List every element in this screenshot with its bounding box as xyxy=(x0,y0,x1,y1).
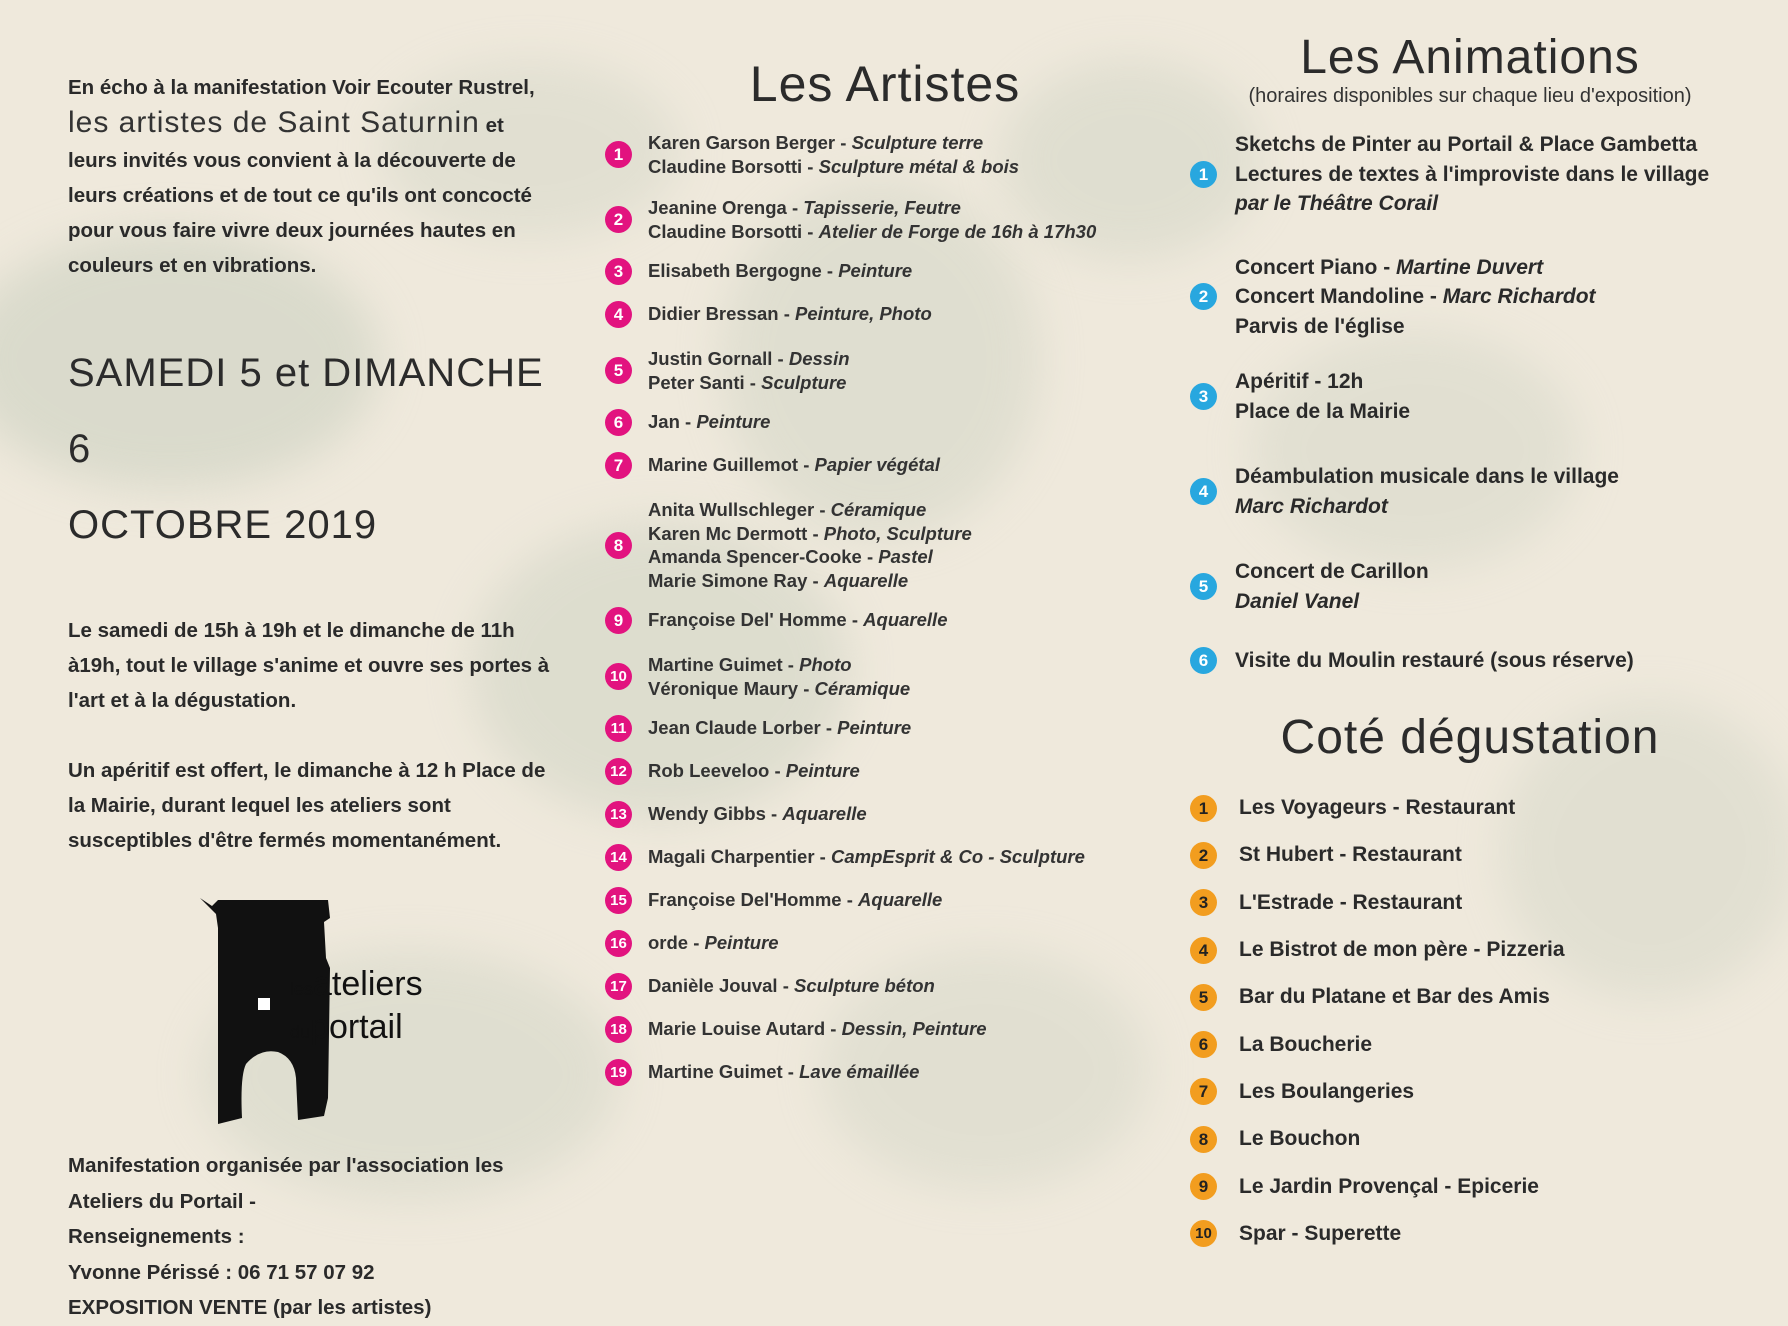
artist-discipline: Peinture xyxy=(838,260,913,282)
animation-item xyxy=(1190,462,1750,521)
artist-name: Peter Santi xyxy=(648,371,745,393)
artist-discipline: Sculpture xyxy=(761,371,847,393)
number-badge: 15 xyxy=(605,887,632,914)
number-badge: 1 xyxy=(1190,161,1217,188)
separator: - xyxy=(798,454,815,476)
degustation-item xyxy=(1190,832,1750,879)
artist-discipline: Aquarelle xyxy=(782,803,867,825)
artist-line xyxy=(648,759,860,783)
separator: - xyxy=(807,569,824,591)
number-badge: 5 xyxy=(1190,573,1217,600)
artist-name: orde xyxy=(648,932,689,954)
animation-lines xyxy=(1235,462,1619,521)
artist-lines xyxy=(648,716,911,740)
degustation-item xyxy=(1190,1163,1750,1210)
degustation-label: St Hubert - Restaurant xyxy=(1239,843,1462,867)
artist-line xyxy=(648,569,972,593)
right-column xyxy=(1190,30,1750,1257)
artist-name: Claudine Borsotti xyxy=(648,155,803,177)
artist-line xyxy=(648,453,940,477)
animation-item xyxy=(1190,646,1750,676)
animations-list xyxy=(1190,130,1750,676)
artist-discipline: Sculpture béton xyxy=(794,975,935,997)
separator: - xyxy=(769,760,786,782)
artist-line xyxy=(648,677,910,701)
number-badge: 17 xyxy=(605,973,632,1000)
number-badge: 7 xyxy=(1190,1078,1217,1105)
artist-lines xyxy=(648,347,850,394)
event-date xyxy=(68,335,568,563)
artist-discipline: Céramique xyxy=(814,677,911,699)
degustation-label: La Boucherie xyxy=(1239,1032,1373,1056)
degustation-label: Le Jardin Provençal - Epicerie xyxy=(1239,1174,1539,1198)
animation-text: Déambulation musicale dans le village xyxy=(1235,465,1619,488)
animation-line xyxy=(1235,397,1410,427)
number-badge: 4 xyxy=(1190,937,1217,964)
number-badge: 10 xyxy=(605,663,632,690)
artist-name: Anita Wullschleger xyxy=(648,499,815,520)
artist-discipline: Aquarelle xyxy=(823,569,909,591)
artist-discipline: Aquarelle xyxy=(863,609,948,631)
animation-line xyxy=(1235,557,1429,587)
separator: - xyxy=(802,155,819,177)
artist-lines xyxy=(648,931,779,955)
degustation-item xyxy=(1190,1068,1750,1115)
separator: - xyxy=(679,411,697,433)
animation-line xyxy=(1235,587,1429,617)
artist-name: Martine Guimet xyxy=(648,654,783,675)
artist-item xyxy=(605,347,1145,394)
separator: - xyxy=(782,1061,800,1083)
degustation-item xyxy=(1190,879,1750,926)
artist-discipline: Peinture xyxy=(837,717,912,739)
artist-lines xyxy=(648,1017,987,1041)
degustation-item xyxy=(1190,1116,1750,1163)
animation-line xyxy=(1235,282,1596,312)
artist-line xyxy=(648,131,1019,155)
animation-line xyxy=(1235,646,1634,676)
artist-item xyxy=(605,799,1145,829)
artist-discipline: Peinture xyxy=(785,760,860,782)
animation-lines xyxy=(1235,253,1596,342)
degustation-label: Le Bistrot de mon père - Pizzeria xyxy=(1239,938,1565,962)
artist-name: Magali Charpentier xyxy=(648,846,815,868)
number-badge: 11 xyxy=(605,715,632,742)
number-badge: 6 xyxy=(1190,1031,1217,1058)
artists-column xyxy=(605,55,1145,1087)
artist-line xyxy=(648,1060,919,1084)
artist-name: Jeanine Orenga xyxy=(648,197,787,218)
degustation-item xyxy=(1190,974,1750,1021)
animation-lines xyxy=(1235,646,1634,676)
animation-line xyxy=(1235,130,1709,160)
separator: - xyxy=(821,260,839,282)
degustation-title: Coté dégustation xyxy=(1280,710,1660,764)
artist-name: Martine Guimet xyxy=(648,1061,783,1083)
number-badge: 8 xyxy=(1190,1126,1217,1153)
artist-discipline: Tapisserie, Feutre xyxy=(803,197,961,218)
number-badge: 14 xyxy=(605,844,632,871)
artist-line xyxy=(648,716,911,740)
animations-subtitle: (horaires disponibles sur chaque lieu d'exposition) xyxy=(1248,85,1692,107)
artist-lines xyxy=(648,608,947,632)
animation-line xyxy=(1235,189,1709,219)
artist-item xyxy=(605,196,1145,243)
separator: - xyxy=(777,975,795,997)
animation-lines xyxy=(1235,130,1709,219)
artist-lines xyxy=(648,974,935,998)
animation-line xyxy=(1235,312,1596,342)
separator: - xyxy=(765,803,783,825)
artist-line xyxy=(648,302,932,326)
artist-item xyxy=(605,971,1145,1001)
artist-discipline: Photo xyxy=(799,654,852,675)
animation-text: Place de la Mairie xyxy=(1235,399,1411,423)
degustation-label: Spar - Superette xyxy=(1239,1221,1402,1245)
animation-text: Concert Mandoline xyxy=(1235,285,1425,308)
artist-item xyxy=(605,131,1145,178)
artist-item xyxy=(605,256,1145,286)
animation-performer: par le Théâtre Corail xyxy=(1235,192,1439,215)
aperitif-paragraph: Un apéritif est offert, le dimanche à 12 h Place de la Mairie, durant lequel les ateliers sont susceptibles d'être fermés momentanément. xyxy=(68,759,546,852)
artist-line xyxy=(648,931,779,955)
separator: - xyxy=(772,348,789,369)
separator: - xyxy=(820,717,838,739)
number-badge: 6 xyxy=(1190,647,1217,674)
number-badge: 1 xyxy=(605,141,632,168)
artist-discipline: Atelier de Forge de 16h à 17h30 xyxy=(818,220,1097,242)
number-badge: 18 xyxy=(605,1016,632,1043)
number-badge: 16 xyxy=(605,930,632,957)
artist-line xyxy=(648,974,935,998)
intro-line1: En écho à la manifestation Voir Ecouter Rustrel, xyxy=(68,76,535,99)
artist-item xyxy=(605,498,1145,592)
date-line2: OCTOBRE 2019 xyxy=(68,503,378,547)
artist-discipline: Sculpture métal & bois xyxy=(818,155,1020,177)
degustation-label: Le Bouchon xyxy=(1239,1127,1361,1151)
artist-line xyxy=(648,259,912,283)
artists-title: Les Artistes xyxy=(749,56,1021,112)
separator: - xyxy=(1424,285,1443,308)
logo-wordmark: lesateliers duportail xyxy=(290,965,423,1046)
degustation-label: Les Boulangeries xyxy=(1239,1079,1415,1103)
artist-lines xyxy=(648,1060,919,1084)
artist-line xyxy=(648,522,972,546)
number-badge: 7 xyxy=(605,452,632,479)
artist-line xyxy=(648,220,1096,244)
artist-item xyxy=(605,842,1145,872)
artist-discipline: CampEsprit & Co - Sculpture xyxy=(831,846,1085,868)
artist-name: Elisabeth Bergogne xyxy=(648,260,822,282)
artist-discipline: Papier végétal xyxy=(814,454,940,476)
artist-line xyxy=(648,498,972,522)
animations-title: Les Animations xyxy=(1300,31,1640,84)
ateliers-du-portail-logo xyxy=(198,898,438,1128)
animation-item xyxy=(1190,557,1750,616)
separator: - xyxy=(1377,255,1397,279)
artist-name: Jan xyxy=(648,411,680,433)
animation-line xyxy=(1235,160,1709,190)
number-badge: 8 xyxy=(605,532,632,559)
separator: - xyxy=(814,846,831,868)
intro-line2-thin: les artistes de Saint Saturnin xyxy=(68,106,480,139)
number-badge: 5 xyxy=(1190,984,1217,1011)
animation-text: Lectures de textes à l'improviste dans le village xyxy=(1235,162,1710,186)
animation-text: Apéritif - 12h xyxy=(1235,370,1364,393)
separator: - xyxy=(841,889,859,911)
artist-line xyxy=(648,196,1096,220)
artists-list xyxy=(605,131,1145,1087)
artist-name: Rob Leeveloo xyxy=(648,760,770,782)
artist-line xyxy=(648,371,850,395)
hours-paragraph: Le samedi de 15h à 19h et le dimanche de 11h à19h, tout le village s'anime et ouvre ses portes à l'art et à la dégustation. xyxy=(68,619,550,712)
artist-name: Françoise Del'Homme xyxy=(648,889,842,911)
artist-lines xyxy=(648,759,860,783)
separator: - xyxy=(786,197,804,218)
number-badge: 2 xyxy=(605,206,632,233)
contact-phone: Yvonne Périssé : 06 71 57 07 92 xyxy=(68,1260,375,1284)
separator: - xyxy=(802,220,819,242)
animation-text: Parvis de l'église xyxy=(1235,314,1405,338)
artist-line xyxy=(648,545,972,569)
artist-name: Marie Simone Ray xyxy=(648,569,808,591)
separator: - xyxy=(825,1018,842,1040)
artist-line xyxy=(648,888,942,912)
artist-line xyxy=(648,410,770,434)
separator: - xyxy=(814,499,831,520)
left-column xyxy=(68,70,568,1326)
artist-lines xyxy=(648,302,932,326)
number-badge: 13 xyxy=(605,801,632,828)
number-badge: 5 xyxy=(605,357,632,384)
artist-item xyxy=(605,1057,1145,1087)
intro-line2-end: et xyxy=(479,114,504,137)
artist-lines xyxy=(648,653,910,700)
artist-lines xyxy=(648,410,770,434)
artist-name: Françoise Del' Homme xyxy=(648,609,847,631)
artist-item xyxy=(605,407,1145,437)
artist-discipline: Peinture xyxy=(696,411,771,433)
artist-lines xyxy=(648,131,1019,178)
animation-line xyxy=(1235,253,1596,283)
animation-performer: Marc Richardot xyxy=(1235,494,1388,518)
artist-discipline: Sculpture terre xyxy=(851,132,984,153)
artist-name: Karen Garson Berger xyxy=(648,132,836,153)
degustation-label: Bar du Platane et Bar des Amis xyxy=(1239,985,1550,1009)
number-badge: 12 xyxy=(605,758,632,785)
organizer-info: Manifestation organisée par l'association les Ateliers du Portail - Renseignements : Yvonne Périssé : 06 71 57 07 92 EXPOSITION VENTE (par les artistes) xyxy=(68,1148,568,1326)
artist-item xyxy=(605,299,1145,329)
artist-item xyxy=(605,756,1145,786)
artist-name: Karen Mc Dermott xyxy=(648,522,808,544)
number-badge: 3 xyxy=(1190,889,1217,916)
artist-line xyxy=(648,802,867,826)
number-badge: 1 xyxy=(1190,795,1217,822)
artist-name: Véronique Maury xyxy=(648,677,799,699)
artist-discipline: Photo, Sculpture xyxy=(823,522,972,544)
separator: - xyxy=(846,609,864,631)
date-line1: SAMEDI 5 et DIMANCHE 6 xyxy=(68,351,544,471)
degustation-item xyxy=(1190,926,1750,973)
artist-line xyxy=(648,653,910,677)
intro-text xyxy=(68,70,568,283)
number-badge: 4 xyxy=(1190,478,1217,505)
artist-line xyxy=(648,1017,987,1041)
artist-discipline: Dessin xyxy=(788,348,850,369)
animation-lines xyxy=(1235,557,1429,616)
artist-item xyxy=(605,1014,1145,1044)
number-badge: 2 xyxy=(1190,283,1217,310)
separator: - xyxy=(744,371,762,393)
artist-lines xyxy=(648,845,1085,869)
animation-line xyxy=(1235,462,1619,492)
number-badge: 3 xyxy=(605,258,632,285)
artist-item xyxy=(605,450,1145,480)
animation-line xyxy=(1235,367,1410,397)
number-badge: 3 xyxy=(1190,383,1217,410)
animation-line xyxy=(1235,492,1619,522)
number-badge: 9 xyxy=(605,607,632,634)
animation-lines xyxy=(1235,367,1410,426)
artist-item xyxy=(605,653,1145,700)
artist-discipline: Dessin, Peinture xyxy=(841,1018,987,1040)
number-badge: 6 xyxy=(605,409,632,436)
artist-name: Wendy Gibbs xyxy=(648,803,766,825)
artist-name: Danièle Jouval xyxy=(648,975,778,997)
artist-name: Amanda Spencer-Cooke xyxy=(648,546,862,567)
intro-rest: leurs invités vous convient à la découverte de leurs créations et de tout ce qu'ils ont concocté pour vous faire vivre deux journées hautes en couleurs et en vibrations. xyxy=(68,149,532,277)
artist-line xyxy=(648,155,1019,179)
artist-name: Marine Guillemot xyxy=(648,454,799,476)
animation-performer: Daniel Vanel xyxy=(1235,589,1360,613)
number-badge: 9 xyxy=(1190,1173,1217,1200)
artist-lines xyxy=(648,259,912,283)
artist-name: Justin Gornall xyxy=(648,348,773,369)
separator: - xyxy=(807,522,824,544)
artist-name: Didier Bressan xyxy=(648,303,779,325)
artist-discipline: Pastel xyxy=(878,546,933,567)
animation-text: Concert Piano xyxy=(1235,255,1378,279)
separator: - xyxy=(798,677,815,699)
animation-item xyxy=(1190,253,1750,342)
animation-text: Visite du Moulin restauré (sous réserve) xyxy=(1235,649,1634,672)
separator: - xyxy=(861,546,879,567)
separator: - xyxy=(778,303,796,325)
animation-text: Concert de Carillon xyxy=(1235,560,1429,583)
artist-name: Marie Louise Autard xyxy=(648,1018,826,1040)
separator: - xyxy=(688,932,705,954)
artist-lines xyxy=(648,888,942,912)
number-badge: 4 xyxy=(605,301,632,328)
degustation-label: Les Voyageurs - Restaurant xyxy=(1239,796,1516,820)
animation-item xyxy=(1190,130,1750,219)
artist-line xyxy=(648,608,947,632)
artist-lines xyxy=(648,802,867,826)
degustation-item xyxy=(1190,785,1750,832)
degustation-list xyxy=(1190,785,1750,1258)
animation-performer: Marc Richardot xyxy=(1442,285,1596,308)
number-badge: 10 xyxy=(1190,1220,1217,1247)
number-badge: 2 xyxy=(1190,842,1217,869)
artist-item xyxy=(605,885,1145,915)
artist-item xyxy=(605,713,1145,743)
separator: - xyxy=(835,132,852,153)
degustation-item xyxy=(1190,1210,1750,1257)
animation-text: Sketchs de Pinter au Portail & Place Gambetta xyxy=(1235,133,1698,156)
separator: - xyxy=(782,654,800,675)
artist-discipline: Peinture xyxy=(704,932,779,954)
degustation-label: L'Estrade - Restaurant xyxy=(1239,890,1463,914)
artist-item xyxy=(605,605,1145,635)
number-badge: 19 xyxy=(605,1059,632,1086)
artist-line xyxy=(648,845,1085,869)
artist-item xyxy=(605,928,1145,958)
artist-name: Claudine Borsotti xyxy=(648,220,803,242)
animation-performer: Martine Duvert xyxy=(1396,255,1544,279)
artist-discipline: Lave émaillée xyxy=(799,1061,920,1083)
artist-line xyxy=(648,347,850,371)
degustation-item xyxy=(1190,1021,1750,1068)
artist-name: Jean Claude Lorber xyxy=(648,717,821,739)
animation-item xyxy=(1190,367,1750,426)
artist-discipline: Aquarelle xyxy=(858,889,943,911)
artist-lines xyxy=(648,498,972,592)
artist-discipline: Céramique xyxy=(830,499,927,520)
artist-discipline: Peinture, Photo xyxy=(795,303,932,325)
artist-lines xyxy=(648,453,940,477)
artist-lines xyxy=(648,196,1096,243)
